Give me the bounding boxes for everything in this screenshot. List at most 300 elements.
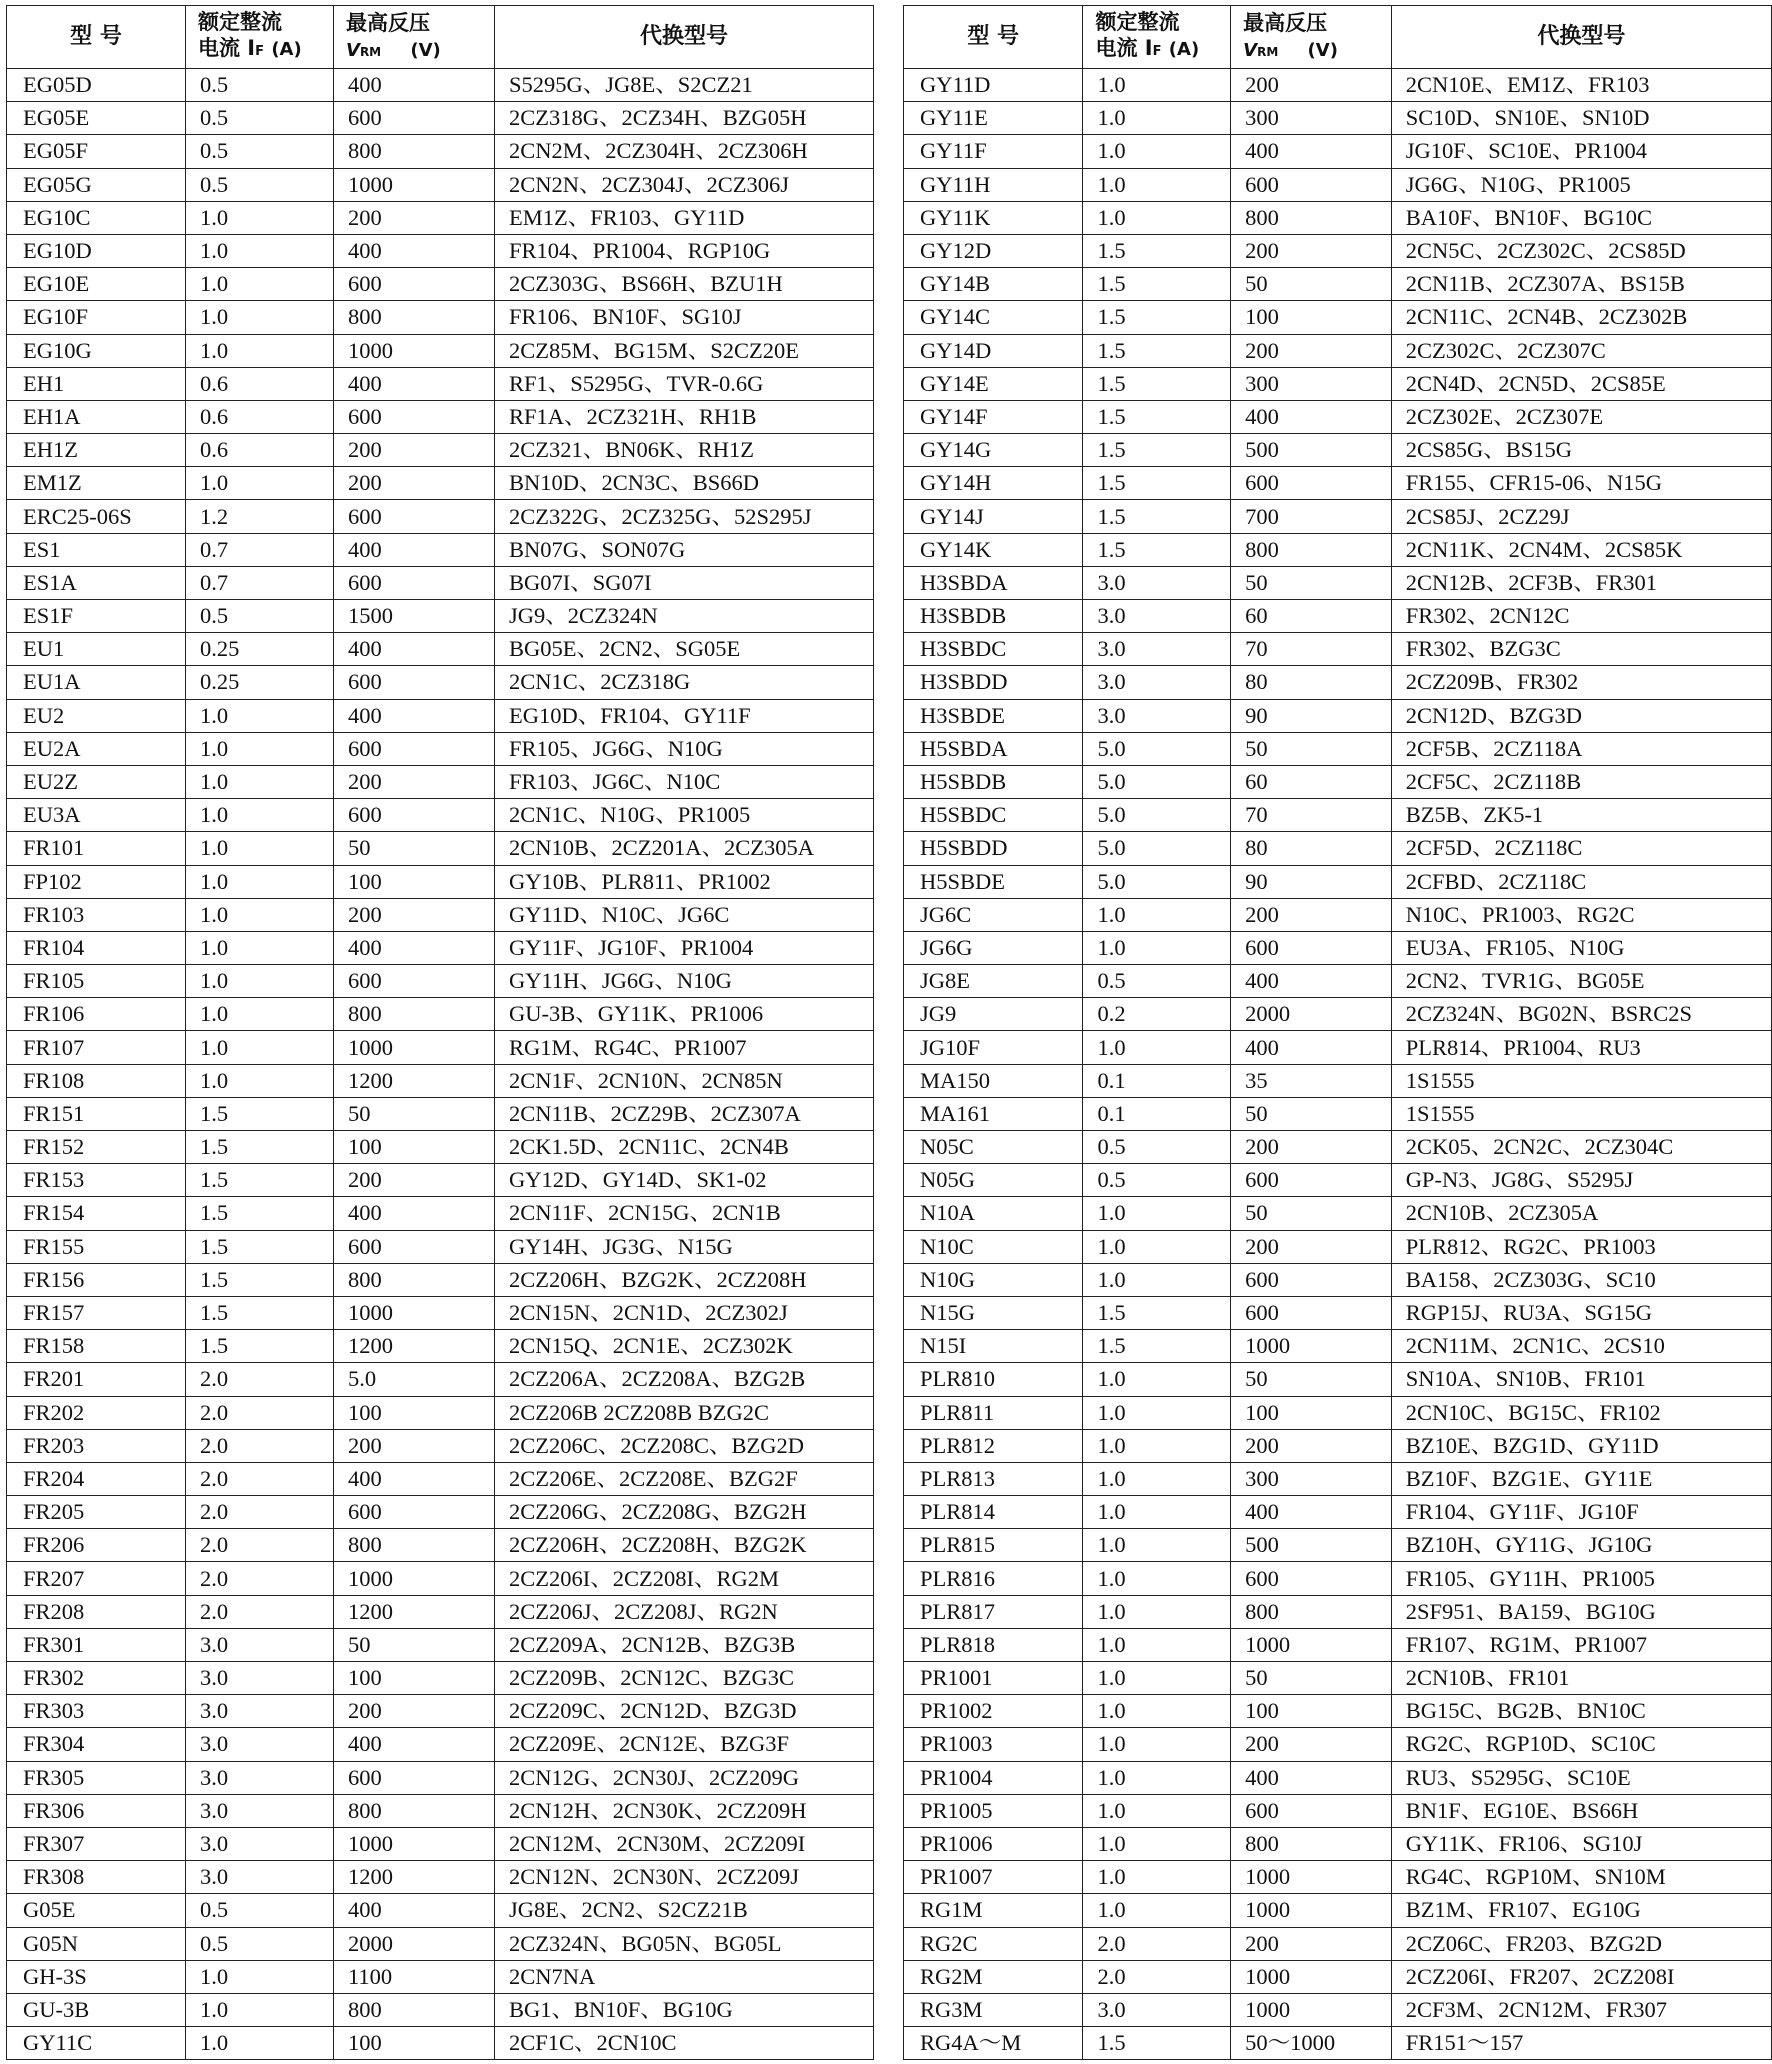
- current-cell: 3.0: [1083, 1993, 1231, 2026]
- model-cell: FR306: [7, 1794, 186, 1827]
- model-cell: EH1Z: [7, 434, 186, 467]
- header-current: 额定整流 电流 IF (A): [1083, 6, 1231, 69]
- current-cell: 1.0: [186, 931, 334, 964]
- table-row: [904, 1064, 1772, 1097]
- voltage-cell: 70: [1231, 799, 1392, 832]
- model-cell: GY14H: [904, 467, 1083, 500]
- voltage-cell: 1000: [1231, 1960, 1392, 1993]
- model-cell: GY14J: [904, 500, 1083, 533]
- substitute-cell: RG4C、RGP10M、SN10M: [1391, 1861, 1771, 1894]
- table-row: [7, 566, 874, 599]
- table-row: [7, 1628, 874, 1661]
- model-cell: FR207: [7, 1562, 186, 1595]
- voltage-cell: 50: [1231, 566, 1392, 599]
- voltage-cell: 800: [1231, 533, 1392, 566]
- substitute-cell: 2CZ324N、BG02N、BSRC2S: [1391, 998, 1771, 1031]
- table-row: [904, 1263, 1772, 1296]
- current-cell: 1.5: [186, 1263, 334, 1296]
- model-cell: FR104: [7, 931, 186, 964]
- model-cell: EU1: [7, 633, 186, 666]
- table-row: [904, 201, 1772, 234]
- model-cell: H5SBDE: [904, 865, 1083, 898]
- substitute-cell: RGP15J、RU3A、SG15G: [1391, 1296, 1771, 1329]
- current-cell: 0.5: [1083, 1131, 1231, 1164]
- current-cell: 0.1: [1083, 1097, 1231, 1130]
- substitute-cell: BZ10E、BZG1D、GY11D: [1391, 1429, 1771, 1462]
- substitute-cell: RU3、S5295G、SC10E: [1391, 1761, 1771, 1794]
- model-cell: PR1005: [904, 1794, 1083, 1827]
- table-row: [7, 69, 874, 102]
- voltage-cell: 200: [1231, 1131, 1392, 1164]
- current-cell: 2.0: [186, 1396, 334, 1429]
- model-cell: JG6C: [904, 898, 1083, 931]
- model-cell: ERC25-06S: [7, 500, 186, 533]
- model-cell: GH-3S: [7, 1960, 186, 1993]
- current-cell: 1.0: [1083, 168, 1231, 201]
- substitute-cell: 2CN12M、2CN30M、2CZ209I: [495, 1827, 874, 1860]
- substitute-cell: 2CZ322G、2CZ325G、52S295J: [495, 500, 874, 533]
- table-row: [904, 1429, 1772, 1462]
- substitute-cell: 2CF5C、2CZ118B: [1391, 765, 1771, 798]
- voltage-cell: 400: [334, 931, 495, 964]
- table-row: [904, 1927, 1772, 1960]
- table-row: [7, 434, 874, 467]
- voltage-cell: 100: [1231, 1695, 1392, 1728]
- voltage-cell: 500: [1231, 434, 1392, 467]
- table-row: [904, 1662, 1772, 1695]
- table-row: [7, 1031, 874, 1064]
- voltage-cell: 200: [1231, 69, 1392, 102]
- voltage-cell: 100: [334, 865, 495, 898]
- voltage-cell: 200: [334, 1429, 495, 1462]
- model-cell: FR155: [7, 1230, 186, 1263]
- substitute-cell: FR106、BN10F、SG10J: [495, 301, 874, 334]
- substitute-cell: 2SF951、BA159、BG10G: [1391, 1595, 1771, 1628]
- current-cell: 3.0: [186, 1794, 334, 1827]
- table-row: [7, 799, 874, 832]
- right-table: [903, 5, 1772, 2060]
- substitute-cell: GY11D、N10C、JG6C: [495, 898, 874, 931]
- model-cell: PLR815: [904, 1529, 1083, 1562]
- table-row: [7, 1429, 874, 1462]
- substitute-cell: 2CN2、TVR1G、BG05E: [1391, 965, 1771, 998]
- current-cell: 1.0: [186, 799, 334, 832]
- voltage-cell: 600: [1231, 168, 1392, 201]
- substitute-cell: 2CN11M、2CN1C、2CS10: [1391, 1330, 1771, 1363]
- substitute-cell: 2CF5D、2CZ118C: [1391, 832, 1771, 865]
- model-cell: FR205: [7, 1496, 186, 1529]
- model-cell: FR305: [7, 1761, 186, 1794]
- substitute-cell: BA10F、BN10F、BG10C: [1391, 201, 1771, 234]
- current-cell: 1.0: [1083, 1529, 1231, 1562]
- table-row: [7, 1263, 874, 1296]
- current-cell: 1.5: [1083, 2027, 1231, 2060]
- current-cell: 1.5: [1083, 467, 1231, 500]
- substitute-cell: 2CFBD、2CZ118C: [1391, 865, 1771, 898]
- substitute-cell: BG07I、SG07I: [495, 566, 874, 599]
- table-row: [7, 1097, 874, 1130]
- model-cell: PR1007: [904, 1861, 1083, 1894]
- model-cell: H3SBDA: [904, 566, 1083, 599]
- voltage-cell: 50: [1231, 732, 1392, 765]
- model-cell: PLR817: [904, 1595, 1083, 1628]
- substitute-cell: 2CN10C、BG15C、FR102: [1391, 1396, 1771, 1429]
- substitute-cell: BZ10F、BZG1E、GY11E: [1391, 1462, 1771, 1495]
- voltage-cell: 400: [1231, 1761, 1392, 1794]
- substitute-cell: 2CN11B、2CZ29B、2CZ307A: [495, 1097, 874, 1130]
- table-row: [904, 633, 1772, 666]
- substitute-cell: EG10D、FR104、GY11F: [495, 699, 874, 732]
- model-cell: PR1003: [904, 1728, 1083, 1761]
- substitute-cell: 2CN11F、2CN15G、2CN1B: [495, 1197, 874, 1230]
- substitute-cell: 2CN11K、2CN4M、2CS85K: [1391, 533, 1771, 566]
- voltage-cell: 100: [1231, 301, 1392, 334]
- substitute-cell: JG10F、SC10E、PR1004: [1391, 135, 1771, 168]
- model-cell: ES1A: [7, 566, 186, 599]
- table-row: [904, 1197, 1772, 1230]
- substitute-cell: PLR814、PR1004、RU3: [1391, 1031, 1771, 1064]
- voltage-cell: 800: [1231, 201, 1392, 234]
- current-cell: 3.0: [186, 1662, 334, 1695]
- current-cell: 5.0: [1083, 799, 1231, 832]
- model-cell: EH1A: [7, 400, 186, 433]
- current-cell: 1.0: [1083, 1728, 1231, 1761]
- table-row: [7, 666, 874, 699]
- voltage-cell: 800: [334, 135, 495, 168]
- table-row: [7, 1197, 874, 1230]
- table-row: [904, 102, 1772, 135]
- table-row: [7, 1827, 874, 1860]
- voltage-cell: 100: [334, 1131, 495, 1164]
- current-cell: 1.0: [186, 301, 334, 334]
- header-substitute: 代换型号: [1391, 6, 1771, 69]
- current-cell: 0.1: [1083, 1064, 1231, 1097]
- current-cell: 1.0: [186, 998, 334, 1031]
- voltage-cell: 400: [334, 1197, 495, 1230]
- model-cell: PR1006: [904, 1827, 1083, 1860]
- current-cell: 1.5: [1083, 301, 1231, 334]
- current-cell: 1.0: [1083, 69, 1231, 102]
- voltage-cell: 50: [1231, 1097, 1392, 1130]
- table-row: [7, 268, 874, 301]
- substitute-cell: 2CS85G、BS15G: [1391, 434, 1771, 467]
- header-current: 额定整流 电流 IF (A): [186, 6, 334, 69]
- table-row: [904, 765, 1772, 798]
- model-cell: N15G: [904, 1296, 1083, 1329]
- model-cell: EU2: [7, 699, 186, 732]
- voltage-cell: 800: [1231, 1827, 1392, 1860]
- voltage-cell: 600: [334, 1761, 495, 1794]
- voltage-cell: 600: [1231, 1562, 1392, 1595]
- substitute-cell: RG1M、RG4C、PR1007: [495, 1031, 874, 1064]
- current-cell: 2.0: [1083, 1960, 1231, 1993]
- voltage-cell: 35: [1231, 1064, 1392, 1097]
- current-cell: 1.0: [1083, 1462, 1231, 1495]
- current-cell: 1.0: [1083, 1761, 1231, 1794]
- model-cell: EG05D: [7, 69, 186, 102]
- current-cell: 0.6: [186, 434, 334, 467]
- current-cell: 3.0: [186, 1861, 334, 1894]
- voltage-cell: 50: [1231, 268, 1392, 301]
- voltage-cell: 600: [334, 400, 495, 433]
- table-row: [7, 1894, 874, 1927]
- table-row: [904, 533, 1772, 566]
- substitute-cell: JG8E、2CN2、S2CZ21B: [495, 1894, 874, 1927]
- model-cell: RG3M: [904, 1993, 1083, 2026]
- substitute-cell: 1S1555: [1391, 1097, 1771, 1130]
- current-cell: 3.0: [1083, 666, 1231, 699]
- substitute-cell: 2CZ206B 2CZ208B BZG2C: [495, 1396, 874, 1429]
- current-cell: 0.25: [186, 666, 334, 699]
- current-cell: 2.0: [186, 1595, 334, 1628]
- voltage-cell: 600: [334, 965, 495, 998]
- model-cell: FR157: [7, 1296, 186, 1329]
- current-cell: 1.0: [186, 699, 334, 732]
- table-row: [904, 1296, 1772, 1329]
- substitute-cell: 2CZ209C、2CN12D、BZG3D: [495, 1695, 874, 1728]
- current-cell: 2.0: [186, 1562, 334, 1595]
- substitute-cell: 2CN12D、BZG3D: [1391, 699, 1771, 732]
- model-cell: FR106: [7, 998, 186, 1031]
- substitute-cell: BZ5B、ZK5-1: [1391, 799, 1771, 832]
- substitute-cell: 2CZ209A、2CN12B、BZG3B: [495, 1628, 874, 1661]
- table-row: [7, 234, 874, 267]
- current-cell: 1.0: [1083, 1827, 1231, 1860]
- table-row: [7, 1993, 874, 2026]
- table-row: [7, 1761, 874, 1794]
- table-row: [7, 732, 874, 765]
- table-row: [904, 1861, 1772, 1894]
- model-cell: GY14K: [904, 533, 1083, 566]
- substitute-cell: 2CN1C、2CZ318G: [495, 666, 874, 699]
- current-cell: 1.0: [1083, 1496, 1231, 1529]
- voltage-cell: 600: [334, 500, 495, 533]
- voltage-cell: 200: [1231, 1728, 1392, 1761]
- model-cell: GY11E: [904, 102, 1083, 135]
- substitute-cell: FR107、RG1M、PR1007: [1391, 1628, 1771, 1661]
- current-cell: 0.2: [1083, 998, 1231, 1031]
- voltage-cell: 200: [334, 898, 495, 931]
- substitute-cell: S5295G、JG8E、S2CZ21: [495, 69, 874, 102]
- voltage-cell: 1200: [334, 1595, 495, 1628]
- current-cell: 1.0: [1083, 135, 1231, 168]
- current-cell: 1.0: [1083, 931, 1231, 964]
- substitute-cell: FR104、GY11F、JG10F: [1391, 1496, 1771, 1529]
- model-cell: FR156: [7, 1263, 186, 1296]
- substitute-cell: FR105、GY11H、PR1005: [1391, 1562, 1771, 1595]
- voltage-cell: 800: [1231, 1595, 1392, 1628]
- table-row: [7, 1396, 874, 1429]
- current-cell: 1.0: [186, 2027, 334, 2060]
- substitute-cell: 2CZ85M、BG15M、S2CZ20E: [495, 334, 874, 367]
- voltage-cell: 2000: [1231, 998, 1392, 1031]
- table-row: [7, 1662, 874, 1695]
- voltage-cell: 600: [334, 268, 495, 301]
- voltage-cell: 600: [334, 1496, 495, 1529]
- substitute-cell: 2CZ206E、2CZ208E、BZG2F: [495, 1462, 874, 1495]
- model-cell: FR202: [7, 1396, 186, 1429]
- substitute-cell: FR104、PR1004、RGP10G: [495, 234, 874, 267]
- substitute-cell: BG15C、BG2B、BN10C: [1391, 1695, 1771, 1728]
- current-cell: 0.5: [186, 69, 334, 102]
- header-row: [904, 6, 1772, 69]
- substitute-cell: 2CN10E、EM1Z、FR103: [1391, 69, 1771, 102]
- substitute-cell: BN07G、SON07G: [495, 533, 874, 566]
- voltage-cell: 100: [334, 1396, 495, 1429]
- model-cell: EG10E: [7, 268, 186, 301]
- substitute-cell: GP-N3、JG8G、S5295J: [1391, 1164, 1771, 1197]
- voltage-cell: 300: [1231, 367, 1392, 400]
- current-cell: 1.5: [1083, 400, 1231, 433]
- table-row: [904, 1960, 1772, 1993]
- substitute-cell: 2CF1C、2CN10C: [495, 2027, 874, 2060]
- model-cell: EG05E: [7, 102, 186, 135]
- model-cell: JG9: [904, 998, 1083, 1031]
- model-cell: PLR816: [904, 1562, 1083, 1595]
- table-row: [904, 898, 1772, 931]
- voltage-cell: 600: [1231, 1794, 1392, 1827]
- voltage-cell: 90: [1231, 865, 1392, 898]
- table-row: [7, 367, 874, 400]
- current-cell: 1.0: [186, 832, 334, 865]
- substitute-cell: BN10D、2CN3C、BS66D: [495, 467, 874, 500]
- model-cell: GY14E: [904, 367, 1083, 400]
- substitute-cell: 2CN1C、N10G、PR1005: [495, 799, 874, 832]
- current-cell: 2.0: [186, 1363, 334, 1396]
- model-cell: H3SBDC: [904, 633, 1083, 666]
- model-cell: PLR810: [904, 1363, 1083, 1396]
- model-cell: GY14F: [904, 400, 1083, 433]
- model-cell: EU2A: [7, 732, 186, 765]
- model-cell: GY14G: [904, 434, 1083, 467]
- voltage-cell: 1000: [334, 334, 495, 367]
- table-row: [7, 1529, 874, 1562]
- model-cell: FR153: [7, 1164, 186, 1197]
- voltage-cell: 100: [334, 1662, 495, 1695]
- voltage-cell: 60: [1231, 600, 1392, 633]
- table-row: [904, 1993, 1772, 2026]
- current-cell: 1.0: [186, 1993, 334, 2026]
- voltage-cell: 800: [334, 1794, 495, 1827]
- table-row: [904, 69, 1772, 102]
- substitute-cell: GU-3B、GY11K、PR1006: [495, 998, 874, 1031]
- model-cell: GY11K: [904, 201, 1083, 234]
- current-cell: 1.5: [1083, 1296, 1231, 1329]
- model-cell: GY11H: [904, 168, 1083, 201]
- current-cell: 0.5: [186, 1894, 334, 1927]
- current-cell: 3.0: [186, 1728, 334, 1761]
- table-row: [7, 201, 874, 234]
- substitute-cell: 2CZ06C、FR203、BZG2D: [1391, 1927, 1771, 1960]
- substitute-cell: 2CZ206I、FR207、2CZ208I: [1391, 1960, 1771, 1993]
- table-row: [7, 898, 874, 931]
- table-row: [7, 533, 874, 566]
- table-row: [904, 732, 1772, 765]
- table-row: [904, 268, 1772, 301]
- voltage-cell: 400: [334, 69, 495, 102]
- voltage-cell: 400: [334, 1462, 495, 1495]
- table-row: [904, 965, 1772, 998]
- table-row: [904, 234, 1772, 267]
- model-cell: GY14C: [904, 301, 1083, 334]
- table-row: [904, 1628, 1772, 1661]
- substitute-cell: GY11K、FR106、SG10J: [1391, 1827, 1771, 1860]
- table-row: [7, 301, 874, 334]
- voltage-cell: 50: [1231, 1363, 1392, 1396]
- voltage-cell: 50: [334, 832, 495, 865]
- substitute-cell: 2CN11B、2CZ307A、BS15B: [1391, 268, 1771, 301]
- voltage-cell: 200: [1231, 1230, 1392, 1263]
- substitute-cell: 2CZ209E、2CN12E、BZG3F: [495, 1728, 874, 1761]
- table-row: [904, 1529, 1772, 1562]
- table-row: [904, 1131, 1772, 1164]
- model-cell: PLR818: [904, 1628, 1083, 1661]
- model-cell: FR201: [7, 1363, 186, 1396]
- voltage-cell: 1500: [334, 600, 495, 633]
- substitute-cell: 2CN4D、2CN5D、2CS85E: [1391, 367, 1771, 400]
- voltage-cell: 1000: [1231, 1628, 1392, 1661]
- substitute-cell: 2CN7NA: [495, 1960, 874, 1993]
- substitute-cell: 2CZ324N、BG05N、BG05L: [495, 1927, 874, 1960]
- substitute-cell: PLR812、RG2C、PR1003: [1391, 1230, 1771, 1263]
- current-cell: 3.0: [186, 1695, 334, 1728]
- current-cell: 0.5: [186, 135, 334, 168]
- table-row: [904, 1330, 1772, 1363]
- substitute-cell: 2CN15Q、2CN1E、2CZ302K: [495, 1330, 874, 1363]
- substitute-cell: BA158、2CZ303G、SC10: [1391, 1263, 1771, 1296]
- current-cell: 3.0: [1083, 633, 1231, 666]
- substitute-cell: 2CN12H、2CN30K、2CZ209H: [495, 1794, 874, 1827]
- voltage-cell: 200: [1231, 1927, 1392, 1960]
- table-row: [7, 1131, 874, 1164]
- table-row: [904, 301, 1772, 334]
- voltage-cell: 200: [1231, 1429, 1392, 1462]
- current-cell: 1.0: [1083, 1197, 1231, 1230]
- voltage-cell: 1000: [334, 168, 495, 201]
- table-row: [904, 832, 1772, 865]
- substitute-cell: GY12D、GY14D、SK1-02: [495, 1164, 874, 1197]
- voltage-cell: 50: [334, 1628, 495, 1661]
- model-cell: EG10F: [7, 301, 186, 334]
- table-row: [904, 1761, 1772, 1794]
- table-row: [7, 1330, 874, 1363]
- current-cell: 1.0: [186, 965, 334, 998]
- model-cell: H3SBDD: [904, 666, 1083, 699]
- table-row: [7, 1794, 874, 1827]
- voltage-cell: 1000: [1231, 1330, 1392, 1363]
- model-cell: EG05G: [7, 168, 186, 201]
- substitute-cell: 2CZ206H、BZG2K、2CZ208H: [495, 1263, 874, 1296]
- voltage-cell: 500: [1231, 1529, 1392, 1562]
- table-row: [7, 1462, 874, 1495]
- voltage-cell: 400: [1231, 1496, 1392, 1529]
- voltage-cell: 100: [334, 2027, 495, 2060]
- substitute-cell: 2CZ206A、2CZ208A、BZG2B: [495, 1363, 874, 1396]
- model-cell: FR203: [7, 1429, 186, 1462]
- model-cell: N05G: [904, 1164, 1083, 1197]
- table-row: [904, 600, 1772, 633]
- voltage-cell: 200: [334, 201, 495, 234]
- model-cell: FR303: [7, 1695, 186, 1728]
- model-cell: EG10C: [7, 201, 186, 234]
- model-cell: FR301: [7, 1628, 186, 1661]
- current-cell: 5.0: [1083, 865, 1231, 898]
- current-cell: 0.6: [186, 367, 334, 400]
- current-cell: 2.0: [1083, 1927, 1231, 1960]
- voltage-cell: 600: [1231, 467, 1392, 500]
- model-cell: FR304: [7, 1728, 186, 1761]
- model-cell: JG8E: [904, 965, 1083, 998]
